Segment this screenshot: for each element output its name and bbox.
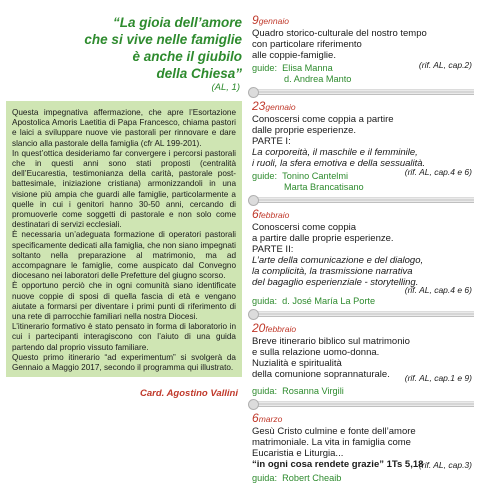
quote-reference: (AL, 1)	[211, 82, 240, 93]
entry-title-line: e sulla relazione uomo-donna.	[252, 347, 380, 358]
intro-paragraph: È necessaria un’adeguata formazione di operatori pastorali specificamente dedicati alla famiglia, che non siano impegnati soltanto nella preparazione al matrimonio, ma ad accompagnare le famiglie, come auspicato dal Convegno diocesano nei laboratori delle Prefetture del giugno scorso.	[12, 230, 236, 281]
separator	[252, 401, 474, 407]
guide-name: Rosanna Virgili	[282, 386, 344, 396]
entry-part-line: La corporeità, il maschile e il femminile,	[252, 147, 418, 158]
entry-title-line: della comunione soprannaturale.	[252, 369, 390, 380]
entry-part-line: del bagaglio esperienziale - storytelling.	[252, 277, 419, 288]
quote-line: “La gioia dell’amore	[112, 15, 242, 30]
entry-title-line: Conoscersi come coppia	[252, 222, 357, 233]
guide-row	[252, 182, 474, 193]
entry-part-line: i ruoli, la sfera emotiva e della sessualità.	[252, 158, 426, 169]
entry-part-line: la complicità, la trasmissione narrativa	[252, 266, 413, 277]
separator	[252, 311, 474, 317]
guide-row	[252, 167, 474, 182]
quote-line: della Chiesa”	[156, 66, 242, 81]
entry-reference: (rif. AL, cap.3)	[418, 460, 472, 470]
entry-title-line: Eucaristia e Liturgia...	[252, 448, 344, 459]
entry-part-heading: PARTE I:	[252, 136, 291, 147]
entry-day: 9	[252, 13, 259, 27]
guide-name: Marta Brancatisano	[284, 182, 364, 192]
intro-column	[6, 14, 242, 399]
guide-name: Robert Cheaib	[282, 473, 342, 483]
entry-day: 23	[252, 99, 266, 113]
signature: Card. Agostino Vallini	[140, 388, 238, 400]
entry-date	[252, 100, 474, 114]
guide-name: Tonino Cantelmi	[282, 171, 349, 181]
intro-text-box	[6, 101, 242, 377]
entry-title-line: alle coppie-famiglie.	[252, 50, 336, 61]
entry-day: 6	[252, 207, 259, 221]
entry-date	[252, 208, 474, 222]
entry-day: 6	[252, 411, 259, 425]
entry-month: gennaio	[265, 102, 296, 112]
entry-title-line: “in ogni cosa rendete grazie” 1Ts 5,18	[252, 459, 424, 470]
guide-name: d. José María La Porte	[282, 296, 376, 306]
guide-label: guide:	[252, 171, 278, 181]
schedule-column	[252, 14, 474, 484]
guide-label: guida:	[252, 386, 278, 396]
separator	[252, 89, 474, 95]
entry-reference: (rif. AL, cap.1 e 9)	[404, 373, 472, 383]
guide-row	[252, 60, 474, 74]
entry-month: gennaio	[258, 16, 289, 26]
intro-paragraph: In quest’ottica desideriamo far convergere i percorsi pastorali che in questi anni sono stati proposti (centralità dell’Eucarestia, testimonianza della carità, pastorale post-battesimale, iniziazione cristiana) armonizzandoli in una visione più ampia che guardi alle famiglie, particolarmente a quelle in cui i genitori hanno 30-50 anni, cercando di promuoverle come soggetti di pastorale e non solo come destinatari di servizi ecclesiali.	[12, 148, 236, 230]
entry-month: febbraio	[265, 324, 297, 334]
guide-label: guida:	[252, 296, 278, 306]
guide-row	[252, 285, 474, 307]
entry-title-line: con particolare riferimento	[252, 39, 362, 50]
intro-paragraph: Questo primo itinerario “ad experimentum” si svolgerà da Gennaio a Maggio 2017, secondo il programma qui illustrato.	[12, 352, 236, 373]
guide-name: Elisa Manna	[282, 63, 333, 73]
guide-label: guida:	[252, 473, 278, 483]
entry-title-line: Quadro storico-culturale del nostro tempo	[252, 28, 427, 39]
entry-month: febbraio	[258, 210, 290, 220]
entry-date	[252, 412, 474, 426]
entry-part-line: L’arte della comunicazione e del dialogo,	[252, 255, 424, 266]
intro-paragraph: L’itinerario formativo è stato pensato in forma di laboratorio in cui i partecipanti interagiscono con l’aiuto di una guida partendo dal proprio vissuto familiare.	[12, 322, 236, 352]
schedule-entry	[252, 322, 474, 397]
entry-part-heading: PARTE II:	[252, 244, 294, 255]
entry-title-line: Gesù Cristo culmine e fonte dell’amore	[252, 426, 416, 437]
quote-line: che si vive nelle famiglie	[84, 32, 242, 47]
entry-title-line: Nuzialità e spiritualità	[252, 358, 342, 369]
entry-day: 20	[252, 321, 266, 335]
guide-row	[252, 74, 474, 85]
intro-paragraph: Questa impegnativa affermazione, che apre l’Esortazione Apostolica Amoris Laetitia di Papa Francesco, chiama pastori e laici a sviluppare nuove vie pastorali per rinnovare e dare slancio alla pastorale della famiglia (cfr AL 199-201).	[12, 108, 236, 148]
entry-date	[252, 14, 474, 28]
entry-title-line: dalle proprie esperienze.	[252, 125, 357, 136]
entry-reference: (rif. AL, cap.2)	[418, 60, 472, 70]
quote-line: è anche il giubilo	[132, 49, 242, 64]
entry-title-line: matrimoniale. La vita in famiglia come	[252, 437, 411, 448]
opening-quote	[6, 14, 242, 82]
intro-paragraph: È opportuno perciò che in ogni comunità siano identificate nuove coppie di sposi di quella fascia di età e vengano aiutate a formarsi per diventare i primi punti di riferimento di una rete di parrocchie familiari nella nostra Diocesi.	[12, 281, 236, 322]
entry-reference: (rif. AL, cap.4 e 6)	[404, 285, 472, 295]
entry-title-line: Conoscersi come coppia a partire	[252, 114, 394, 125]
entry-reference: (rif. AL, cap.4 e 6)	[404, 167, 472, 177]
entry-title-line: a partire dalle proprie esperienze.	[252, 233, 394, 244]
entry-title-line: Breve itinerario biblico sul matrimonio	[252, 336, 410, 347]
schedule-entry	[252, 100, 474, 193]
guide-label: guide:	[252, 63, 278, 73]
entry-date	[252, 322, 474, 336]
guide-name: d. Andrea Manto	[284, 74, 352, 84]
separator	[252, 197, 474, 203]
schedule-entry	[252, 14, 474, 85]
entry-month: marzo	[258, 414, 283, 424]
schedule-entry	[252, 412, 474, 484]
schedule-entry	[252, 208, 474, 307]
